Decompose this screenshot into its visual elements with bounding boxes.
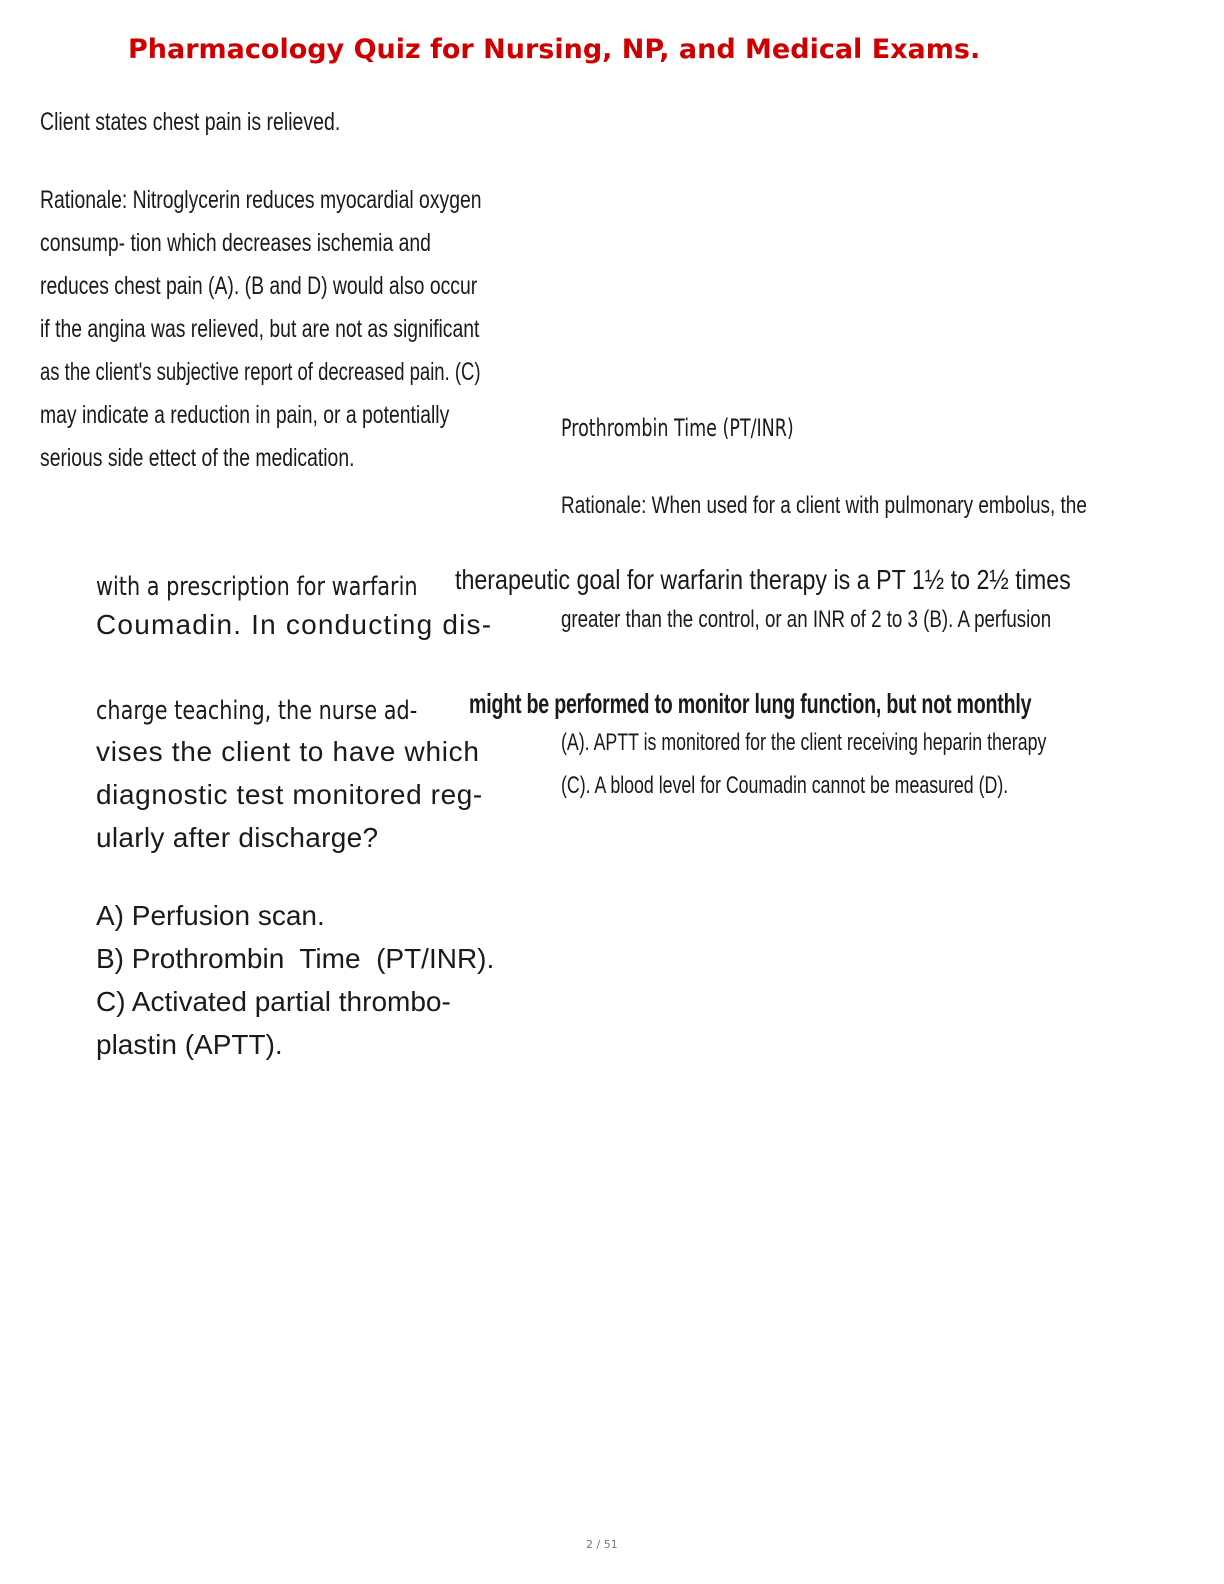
option-b: B) Prothrombin Time (PT/INR). [96,943,495,974]
previous-rationale-line: may indicate a reduction in pain, or a potentially [40,401,450,429]
option-c: C) Activated partial thrombo- [96,986,451,1017]
question-line: vises the client to have which [96,736,480,767]
previous-answer: Client states chest pain is relieved. [40,108,341,136]
previous-rationale-line: Rationale: Nitroglycerin reduces myocardial oxygen [40,186,482,214]
current-rationale-line: therapeutic goal for warfarin therapy is a PT 1½ to 2½ times [455,564,1071,595]
question-line: diagnostic test monitored reg- [96,779,483,810]
previous-rationale-line: if the angina was relieved, but are not as significant [40,315,480,343]
correct-answer: Prothrombin Time (PT/INR) [561,414,794,442]
current-rationale-line: greater than the control, or an INR of 2 to 3 (B). A perfusion [561,606,1052,633]
previous-rationale-line: reduces chest pain (A). (B and D) would also occur [40,272,478,300]
current-rationale-line: Rationale: When used for a client with pulmonary embolus, the [561,492,1087,519]
question-line: Coumadin. In conducting dis- [96,609,493,640]
page-indicator: 2 / 51 [586,1538,618,1551]
page-title: Pharmacology Quiz for Nursing, NP, and Medical Exams. [128,34,981,65]
current-rationale-line: (C). A blood level for Coumadin cannot be measured (D). [561,772,1009,799]
option-a: A) Perfusion scan. [96,900,325,931]
previous-rationale-line: as the client's subjective report of decreased pain. (C) [40,358,481,386]
question-line: with a prescription for warfarin [96,572,418,602]
current-rationale-line: might be performed to monitor lung function, but not monthly [469,688,1032,719]
question-line: ularly after discharge? [96,822,379,853]
option-c-continued: plastin (APTT). [96,1029,283,1060]
previous-rationale-line: consump- tion which decreases ischemia and [40,229,431,257]
previous-rationale-line: serious side ettect of the medication. [40,444,355,472]
current-rationale-line: (A). APTT is monitored for the client receiving heparin therapy [561,729,1047,756]
question-line: charge teaching, the nurse ad- [96,696,418,726]
